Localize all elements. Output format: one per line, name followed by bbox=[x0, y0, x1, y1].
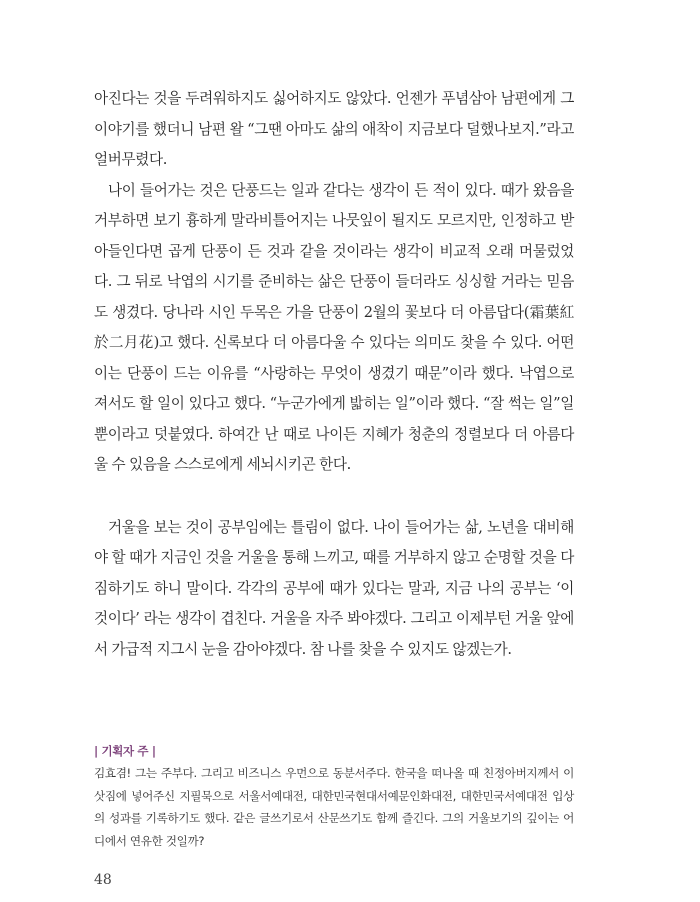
paragraph-3: 거울을 보는 것이 공부임에는 틀림이 없다. 나이 들어가는 삶, 노년을 대비해야 할 때가 지금인 것을 거울을 통해 느끼고, 때를 거부하지 않고 순명할 것을 다짐하기도 하니 말이다. 각각의 공부에 때가 있다는 말과, 지금 나의 공부는 ‘이것이다’ 라는 생각이 겹친다. 거울을 자주 봐야겠다. 그리고 이제부턴 거울 앞에서 가급적 지그시 눈을 감아야겠다. 참 나를 찾을 수 있지도 않겠는가. bbox=[94, 518, 574, 658]
paragraph-2: 나이 들어가는 것은 단풍드는 일과 같다는 생각이 든 적이 있다. 때가 왔음을 거부하면 보기 흉하게 말라비틀어지는 나뭇잎이 될지도 모르지만, 인정하고 받아들인다면 곱게 단풍이 든 것과 같을 것이라는 생각이 비교적 오래 머물렀었다. 그 뒤로 낙엽의 시기를 준비하는 삶은 단풍이 들더라도 싱싱할 거라는 믿음도 생겼다. 당나라 시인 두목은 가을 단풍이 2월의 꽃보다 더 아름답다(霜葉紅於二月花)고 했다. 신록보다 더 아름다울 수 있다는 의미도 찾을 수 있다. 어떤 이는 단풍이 드는 이유를 “사랑하는 무엇이 생겼기 때문”이라 했다. 낙엽으로 져서도 할 일이 있다고 했다. “누군가에게 밟히는 일”이라 했다. “잘 썩는 일”일 뿐이라고 덧붙였다. 하여간 난 때로 나이든 지혜가 청춘의 정렬보다 더 아름다울 수 있음을 스스로에게 세뇌시키곤 한다. bbox=[94, 181, 574, 473]
page-number: 48 bbox=[94, 872, 112, 888]
planner-note-text: 김효겸! 그는 주부다. 그리고 비즈니스 우먼으로 동분서주다. 한국을 떠나올 때 친정아버지께서 이삿짐에 넣어주신 지필묵으로 서울서예대전, 대한민국현대서예문인화대전, 대한민국서예대전 입상의 성과를 기록하기도 했다. 같은 글쓰기로서 산문쓰기도 함께 즐긴다. 그의 거울보기의 깊이는 어디에서 연유한 것일까? bbox=[94, 766, 574, 848]
planner-note bbox=[94, 742, 574, 852]
planner-note-label: | 기획자 주 | bbox=[94, 744, 156, 758]
paragraph-1: 아진다는 것을 두려워하지도 싫어하지도 않았다. 언젠가 푸념삼아 남편에게 그 이야기를 했더니 남편 왈 “그땐 아마도 삶의 애착이 지금보다 덜했나보지.”라고 얼버무렸다. bbox=[94, 90, 574, 168]
essay-body bbox=[94, 84, 574, 665]
